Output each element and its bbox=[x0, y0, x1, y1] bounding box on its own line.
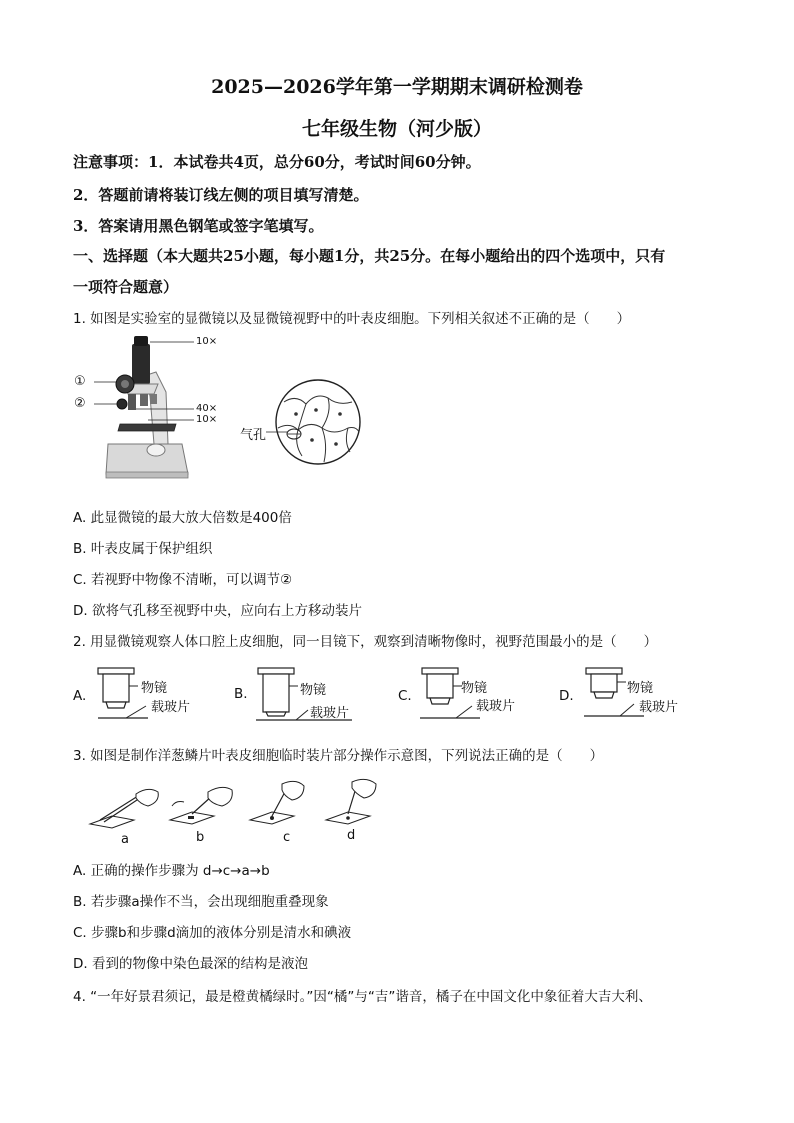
question-1-stem: 1. 如图是实验室的显微镜以及显微镜视野中的叶表皮细胞。下列相关叙述不正确的是（ ） bbox=[73, 311, 631, 327]
step-b-illustration bbox=[170, 787, 232, 824]
step-c-illustration bbox=[250, 781, 304, 824]
exam-title: 2025—2026学年第一学期期末调研检测卷 bbox=[211, 76, 583, 98]
step-a-label: a bbox=[121, 832, 129, 847]
step-d-illustration bbox=[326, 779, 376, 824]
objective-40x-label: 40× bbox=[196, 403, 218, 414]
note-2: 2．答题前请将装订线左侧的项目填写清楚。 bbox=[73, 186, 369, 204]
step-d-label: d bbox=[347, 828, 356, 843]
objective-label-d: 物镜 bbox=[627, 681, 654, 696]
question-2-letter-a: A. bbox=[73, 688, 87, 704]
question-1-option-d: D. 欲将气孔移至视野中央，应向右上方移动装片 bbox=[73, 603, 362, 619]
question-3-option-d: D. 看到的物像中染色最深的结构是液泡 bbox=[73, 956, 308, 972]
question-2-letter-d: D. bbox=[559, 688, 574, 704]
objective-label-b: 物镜 bbox=[300, 683, 327, 698]
step-c-label: c bbox=[283, 830, 291, 845]
question-1-option-c: C. 若视野中物像不清晰，可以调节② bbox=[73, 572, 293, 588]
step-a-illustration bbox=[90, 789, 158, 828]
stoma-label: 气孔 bbox=[240, 428, 267, 443]
question-2-stem: 2. 用显微镜观察人体口腔上皮细胞，同一目镜下，观察到清晰物像时，视野范围最小的是（ ） bbox=[73, 634, 658, 650]
slide-label-d: 载玻片 bbox=[639, 700, 679, 715]
question-3-option-c: C. 步骤b和步骤d滴加的液体分别是清水和碘液 bbox=[73, 925, 352, 941]
question-1-option-b: B. 叶表皮属于保护组织 bbox=[73, 541, 213, 557]
eyepiece-magnification-label: 10× bbox=[196, 336, 218, 347]
note-3: 3．答案请用黑色钢笔或签字笔填写。 bbox=[73, 217, 324, 235]
question-4-stem: 4. “一年好景君须记，最是橙黄橘绿时。”因“橘”与“吉”谐音，橘子在中国文化中象征着大吉大利、 bbox=[73, 989, 652, 1005]
label-mark-2: ② bbox=[74, 396, 86, 411]
slide-label-b: 载玻片 bbox=[310, 706, 350, 721]
note-1: 注意事项：1．本试卷共4页，总分60分，考试时间60分钟。 bbox=[73, 153, 481, 171]
section-heading-line1: 一、选择题（本大题共25小题，每小题1分，共25分。在每小题给出的四个选项中，只有 bbox=[73, 247, 666, 265]
question-1-option-a: A. 此显微镜的最大放大倍数是400倍 bbox=[73, 510, 292, 526]
question-3-stem: 3. 如图是制作洋葱鳞片叶表皮细胞临时装片部分操作示意图，下列说法正确的是（ ） bbox=[73, 748, 604, 764]
section-heading-line2: 一项符合题意） bbox=[73, 278, 179, 296]
objective-10x-label: 10× bbox=[196, 414, 218, 425]
step-b-label: b bbox=[196, 830, 205, 845]
objective-label-a: 物镜 bbox=[141, 681, 168, 696]
slide-label-c: 载玻片 bbox=[476, 699, 516, 714]
question-2-letter-c: C. bbox=[398, 688, 412, 704]
question-2-letter-b: B. bbox=[234, 686, 248, 702]
slide-label-a: 载玻片 bbox=[151, 700, 191, 715]
objective-label-c: 物镜 bbox=[461, 681, 488, 696]
question-3-option-b: B. 若步骤a操作不当，会出现细胞重叠现象 bbox=[73, 894, 329, 910]
label-mark-1: ① bbox=[74, 374, 86, 389]
slide-preparation-figure bbox=[86, 776, 386, 832]
exam-subtitle: 七年级生物（河少版） bbox=[301, 118, 492, 140]
question-3-option-a: A. 正确的操作步骤为 d→c→a→b bbox=[73, 863, 270, 879]
